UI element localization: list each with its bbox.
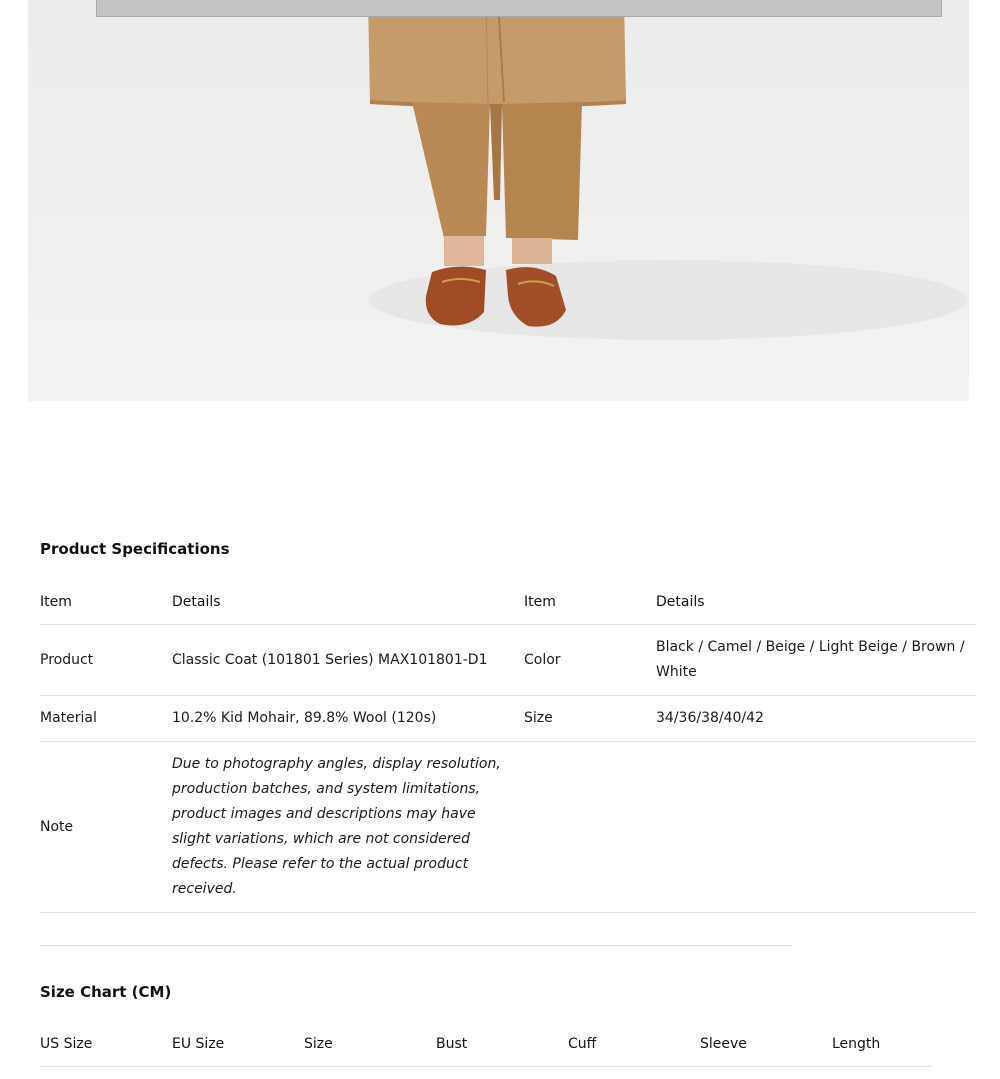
- size-chart-table: [40, 1022, 932, 1067]
- size-header-length: Length: [832, 1022, 932, 1067]
- size-header-us: US Size: [40, 1022, 172, 1067]
- spec-note-text: Due to photography angles, display resolution, production batches, and system limitations, product images and descriptions may have slight variations, which are not considered defects. Please refer to the actual product received.: [172, 742, 524, 913]
- spec-item-label: Material: [40, 696, 172, 742]
- image-caption-bar: [96, 0, 942, 17]
- spec-item-label: Note: [40, 742, 172, 913]
- spec-item-value: 34/36/38/40/42: [656, 696, 976, 742]
- spec-item-value: 10.2% Kid Mohair, 89.8% Wool (120s): [172, 696, 524, 742]
- section-divider: [40, 945, 792, 946]
- specs-header-details: Details: [172, 580, 524, 625]
- table-row: [40, 696, 976, 742]
- specs-table: [40, 580, 976, 913]
- spec-item-label: [524, 742, 656, 913]
- spec-item-label: Size: [524, 696, 656, 742]
- specs-header-row: [40, 580, 976, 625]
- table-row: [40, 625, 976, 696]
- specs-title: Product Specifications: [40, 540, 230, 558]
- specs-header-item: Item: [40, 580, 172, 625]
- spec-item-value: [656, 742, 976, 913]
- size-header-bust: Bust: [436, 1022, 568, 1067]
- spec-item-value: Black / Camel / Beige / Light Beige / Brown / White: [656, 625, 976, 696]
- product-photo: [28, 0, 969, 401]
- spec-item-value: Classic Coat (101801 Series) MAX101801-D1: [172, 625, 524, 696]
- size-header-size: Size: [304, 1022, 436, 1067]
- size-chart-title: Size Chart (CM): [40, 983, 172, 1001]
- spec-item-label: Product: [40, 625, 172, 696]
- specs-header-item: Item: [524, 580, 656, 625]
- spec-item-label: Color: [524, 625, 656, 696]
- table-row: [40, 742, 976, 913]
- size-header-cuff: Cuff: [568, 1022, 700, 1067]
- size-header-sleeve: Sleeve: [700, 1022, 832, 1067]
- model-illustration: [28, 0, 969, 401]
- size-chart-header-row: [40, 1022, 932, 1067]
- size-header-eu: EU Size: [172, 1022, 304, 1067]
- specs-header-details: Details: [656, 580, 976, 625]
